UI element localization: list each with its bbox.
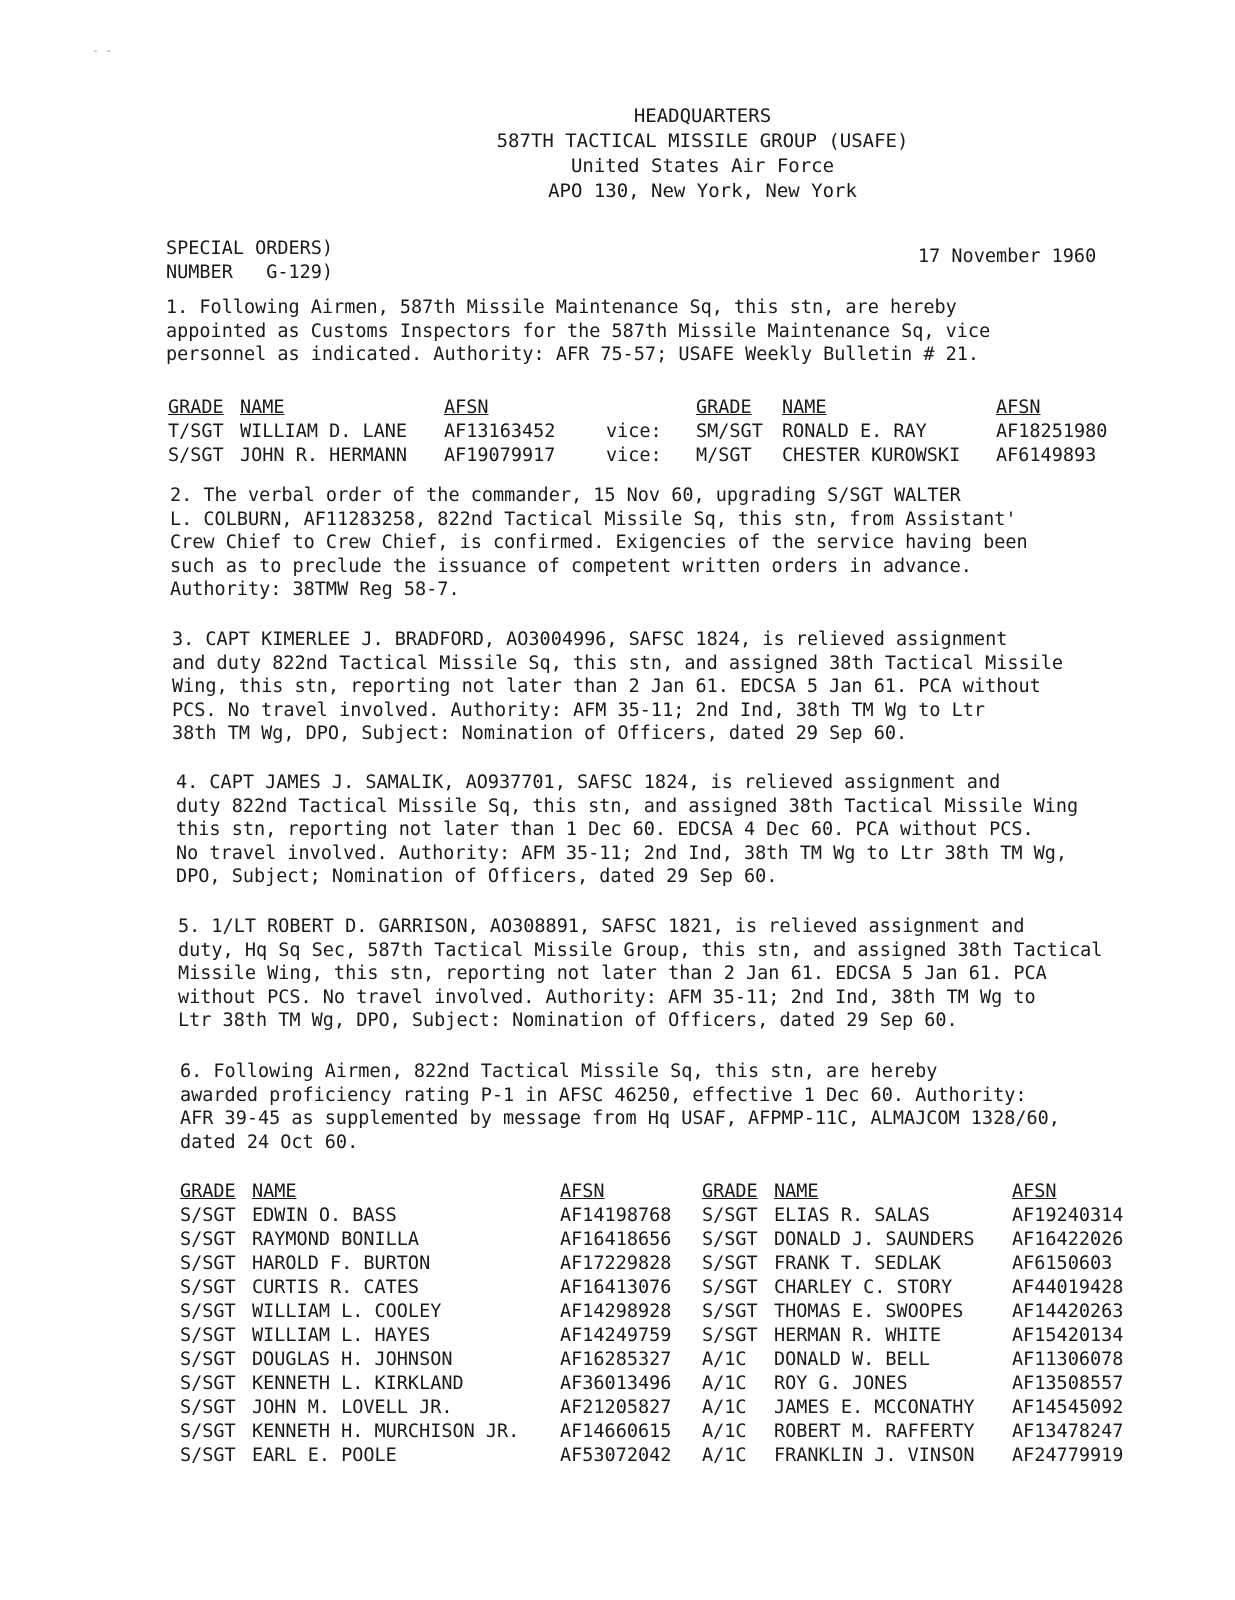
paragraph-1 [166, 296, 1156, 367]
column-header-vice-afsn: AFSN [996, 397, 1041, 418]
cell-vice-afsn: AF6149893 [996, 445, 1097, 466]
cell-grade: S/SGT [180, 1373, 236, 1394]
cell-afsn-2: AF13508557 [1012, 1373, 1124, 1394]
cell-name-2: DONALD W. BELL [774, 1349, 930, 1370]
cell-vice-name: CHESTER KUROWSKI [782, 445, 961, 466]
paragraph-4 [176, 771, 1166, 889]
paragraph-line: PCS. No travel involved. Authority: AFM 35-11; 2nd Ind, 38th TM Wg to Ltr [172, 699, 986, 721]
cell-grade: S/SGT [180, 1325, 236, 1346]
cell-afsn-2: AF11306078 [1012, 1349, 1124, 1370]
letterhead-line-2: 587TH TACTICAL MISSILE GROUP (USAFE) [496, 130, 909, 152]
paragraph-line: dated 24 Oct 60. [180, 1131, 359, 1153]
cell-afsn: AF16285327 [560, 1349, 672, 1370]
table-row [180, 1396, 1142, 1420]
cell-afsn: AF36013496 [560, 1373, 672, 1394]
cell-grade: T/SGT [168, 421, 224, 442]
cell-vice: vice: [606, 421, 662, 442]
cell-afsn: AF16418656 [560, 1229, 672, 1250]
paragraph-line: and duty 822nd Tactical Missile Sq, this stn, and assigned 38th Tactical Missile [172, 652, 1064, 674]
table-row [168, 444, 1126, 468]
cell-grade-2: A/1C [702, 1349, 747, 1370]
paragraph-line: duty 822nd Tactical Missile Sq, this stn, and assigned 38th Tactical Missile Wing [176, 795, 1079, 817]
table-row [180, 1420, 1142, 1444]
cell-vice-afsn: AF18251980 [996, 421, 1108, 442]
cell-vice-grade: M/SGT [696, 445, 752, 466]
cell-afsn-2: AF13478247 [1012, 1421, 1124, 1442]
cell-grade: S/SGT [180, 1205, 236, 1226]
paragraph-line: 6. Following Airmen, 822nd Tactical Missile Sq, this stn, are hereby [180, 1061, 938, 1082]
column-header-vice-name: NAME [782, 397, 827, 418]
paragraph-line: awarded proficiency rating P-1 in AFSC 46250, effective 1 Dec 60. Authority: [180, 1084, 1027, 1106]
paragraph-line: 5. 1/LT ROBERT D. GARRISON, AO308891, SAFSC 1821, is relieved assignment and [178, 916, 1025, 937]
cell-vice-name: RONALD E. RAY [782, 421, 927, 442]
cell-name-2: ROY G. JONES [774, 1373, 908, 1394]
cell-afsn: AF14198768 [560, 1205, 672, 1226]
paragraph-line: personnel as indicated. Authority: AFR 75-57; USAFE Weekly Bulletin # 21. [166, 344, 980, 366]
column-header-afsn: AFSN [560, 1181, 605, 1202]
cell-grade-2: S/SGT [702, 1205, 758, 1226]
table-row [168, 420, 1126, 444]
cell-name: EARL E. POOLE [252, 1445, 397, 1466]
paragraph-line: AFR 39-45 as supplemented by message from Hq USAF, AFPMP-11C, ALMAJCOM 1328/60, [180, 1108, 1060, 1130]
paragraph-2 [170, 484, 1160, 602]
proficiency-rating-table [180, 1180, 1142, 1468]
cell-afsn: AF21205827 [560, 1397, 672, 1418]
cell-name: WILLIAM L. HAYES [252, 1325, 431, 1346]
cell-grade-2: A/1C [702, 1397, 747, 1418]
cell-name-2: ROBERT M. RAFFERTY [774, 1421, 975, 1442]
table-row [180, 1444, 1142, 1468]
cell-grade-2: A/1C [702, 1421, 747, 1442]
cell-name: KENNETH H. MURCHISON JR. [252, 1421, 520, 1442]
column-header-grade-2: GRADE [702, 1181, 758, 1202]
paragraph-line: No travel involved. Authority: AFM 35-11; 2nd Ind, 38th TM Wg to Ltr 38th TM Wg, [176, 842, 1068, 864]
cell-grade: S/SGT [180, 1397, 236, 1418]
cell-grade: S/SGT [180, 1421, 236, 1442]
cell-afsn: AF14249759 [560, 1325, 672, 1346]
cell-grade: S/SGT [180, 1229, 236, 1250]
paragraph-3 [172, 628, 1162, 746]
cell-grade: S/SGT [168, 445, 224, 466]
letterhead-line-1: HEADQUARTERS [633, 105, 772, 127]
column-header-name: NAME [252, 1181, 297, 1202]
column-header-grade: GRADE [168, 397, 224, 418]
cell-name: WILLIAM D. LANE [240, 421, 408, 442]
cell-name-2: THOMAS E. SWOOPES [774, 1301, 964, 1322]
cell-name-2: FRANKLIN J. VINSON [774, 1445, 975, 1466]
table-row [180, 1252, 1142, 1276]
order-label-line-1: SPECIAL ORDERS) [166, 238, 334, 259]
paragraph-line: Missile Wing, this stn, reporting not later than 2 Jan 61. EDCSA 5 Jan 61. PCA [178, 963, 1047, 985]
cell-grade: S/SGT [180, 1253, 236, 1274]
column-header-grade: GRADE [180, 1181, 236, 1202]
customs-inspectors-table [168, 396, 1126, 468]
cell-afsn-2: AF6150603 [1012, 1253, 1113, 1274]
table-header-row [168, 396, 1126, 420]
cell-grade-2: S/SGT [702, 1301, 758, 1322]
cell-afsn: AF53072042 [560, 1445, 672, 1466]
paragraph-6 [180, 1060, 1170, 1154]
cell-vice: vice: [606, 445, 662, 466]
paragraph-line: Wing, this stn, reporting not later than 2 Jan 61. EDCSA 5 Jan 61. PCA without [172, 676, 1041, 698]
paragraph-line: L. COLBURN, AF11283258, 822nd Tactical Missile Sq, this stn, from Assistant' [170, 508, 1017, 530]
cell-name: RAYMOND BONILLA [252, 1229, 420, 1250]
cell-name-2: FRANK T. SEDLAK [774, 1253, 942, 1274]
table-row [180, 1372, 1142, 1396]
cell-grade: S/SGT [180, 1277, 236, 1298]
cell-name: JOHN M. LOVELL JR. [252, 1397, 453, 1418]
paragraph-line: 2. The verbal order of the commander, 15 Nov 60, upgrading S/SGT WALTER [170, 485, 961, 506]
table-row [180, 1276, 1142, 1300]
column-header-afsn: AFSN [444, 397, 489, 418]
cell-name-2: DONALD J. SAUNDERS [774, 1229, 975, 1250]
cell-afsn-2: AF15420134 [1012, 1325, 1124, 1346]
cell-name: KENNETH L. KIRKLAND [252, 1373, 464, 1394]
order-label-line-2: NUMBER G-129) [166, 262, 334, 283]
cell-name: HAROLD F. BURTON [252, 1253, 431, 1274]
cell-afsn-2: AF16422026 [1012, 1229, 1124, 1250]
cell-grade-2: S/SGT [702, 1277, 758, 1298]
cell-grade-2: S/SGT [702, 1325, 758, 1346]
cell-name-2: ELIAS R. SALAS [774, 1205, 930, 1226]
column-header-vice-grade: GRADE [696, 397, 752, 418]
cell-grade: S/SGT [180, 1349, 236, 1370]
cell-grade-2: A/1C [702, 1373, 747, 1394]
cell-afsn-2: AF14545092 [1012, 1397, 1124, 1418]
letterhead-line-4: APO 130, New York, New York [548, 180, 857, 202]
table-row [180, 1324, 1142, 1348]
paragraph-line: without PCS. No travel involved. Authority: AFM 35-11; 2nd Ind, 38th TM Wg to [178, 986, 1036, 1008]
column-header-afsn-2: AFSN [1012, 1181, 1057, 1202]
paragraph-line: Authority: 38TMW Reg 58-7. [170, 579, 460, 601]
paragraph-line: appointed as Customs Inspectors for the 587th Missile Maintenance Sq, vice [166, 320, 991, 342]
paragraph-line: Ltr 38th TM Wg, DPO, Subject: Nomination of Officers, dated 29 Sep 60. [178, 1010, 958, 1032]
cell-afsn: AF14298928 [560, 1301, 672, 1322]
cell-grade: S/SGT [180, 1301, 236, 1322]
paragraph-line: 1. Following Airmen, 587th Missile Maintenance Sq, this stn, are hereby [166, 297, 957, 318]
cell-afsn-2: AF19240314 [1012, 1205, 1124, 1226]
table-row [180, 1348, 1142, 1372]
column-header-name: NAME [240, 397, 285, 418]
letterhead [0, 104, 1235, 204]
paragraph-line: this stn, reporting not later than 1 Dec 60. EDCSA 4 Dec 60. PCA without PCS. [176, 819, 1034, 841]
cell-afsn-2: AF24779919 [1012, 1445, 1124, 1466]
cell-afsn-2: AF14420263 [1012, 1301, 1124, 1322]
cell-name: EDWIN O. BASS [252, 1205, 397, 1226]
cell-afsn: AF14660615 [560, 1421, 672, 1442]
paragraph-line: duty, Hq Sq Sec, 587th Tactical Missile Group, this stn, and assigned 38th Tactical [178, 939, 1103, 961]
paragraph-line: DPO, Subject; Nomination of Officers, dated 29 Sep 60. [176, 866, 778, 888]
scan-speck: - - [92, 44, 112, 57]
cell-afsn: AF16413076 [560, 1277, 672, 1298]
cell-name-2: JAMES E. MCCONATHY [774, 1397, 975, 1418]
cell-afsn: AF13163452 [444, 421, 556, 442]
table-header-row [180, 1180, 1142, 1204]
paragraph-line: Crew Chief to Crew Chief, is confirmed. Exigencies of the service having been [170, 532, 1028, 554]
order-date: 17 November 1960 [918, 246, 1097, 267]
cell-grade: S/SGT [180, 1445, 236, 1466]
column-header-name-2: NAME [774, 1181, 819, 1202]
cell-vice-grade: SM/SGT [696, 421, 763, 442]
paragraph-line: 4. CAPT JAMES J. SAMALIK, AO937701, SAFSC 1824, is relieved assignment and [176, 772, 1001, 793]
cell-name-2: CHARLEY C. STORY [774, 1277, 953, 1298]
cell-afsn-2: AF44019428 [1012, 1277, 1124, 1298]
cell-grade-2: A/1C [702, 1445, 747, 1466]
cell-name-2: HERMAN R. WHITE [774, 1325, 942, 1346]
paragraph-line: such as to preclude the issuance of competent written orders in advance. [170, 555, 972, 577]
letterhead-line-3: United States Air Force [570, 155, 835, 177]
table-body [180, 1204, 1142, 1468]
paragraph-line: 38th TM Wg, DPO, Subject: Nomination of Officers, dated 29 Sep 60. [172, 723, 908, 745]
cell-name: CURTIS R. CATES [252, 1277, 420, 1298]
cell-afsn: AF17229828 [560, 1253, 672, 1274]
paragraph-5 [178, 915, 1168, 1033]
cell-grade-2: S/SGT [702, 1253, 758, 1274]
cell-name: JOHN R. HERMANN [240, 445, 408, 466]
cell-name: WILLIAM L. COOLEY [252, 1301, 442, 1322]
cell-afsn: AF19079917 [444, 445, 556, 466]
table-row [180, 1228, 1142, 1252]
table-row [180, 1204, 1142, 1228]
paragraph-line: 3. CAPT KIMERLEE J. BRADFORD, AO3004996, SAFSC 1824, is relieved assignment [172, 629, 1008, 650]
table-row [180, 1300, 1142, 1324]
cell-grade-2: S/SGT [702, 1229, 758, 1250]
cell-name: DOUGLAS H. JOHNSON [252, 1349, 453, 1370]
